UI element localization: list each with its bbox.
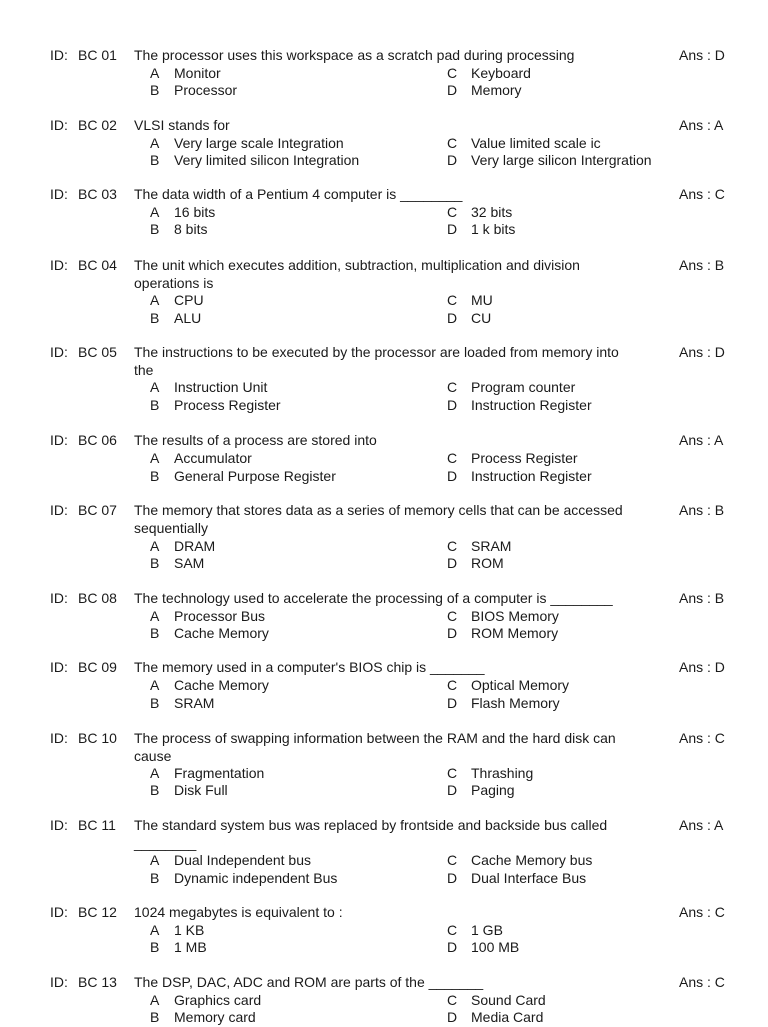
- option-text: 16 bits: [174, 203, 216, 220]
- option-d: [447, 695, 560, 713]
- option-letter: B: [150, 152, 160, 168]
- id-label: ID:: [50, 344, 68, 360]
- answer-label: Ans : C: [679, 904, 725, 920]
- option-c: [447, 538, 511, 556]
- option-text: CU: [471, 309, 492, 326]
- option-c: [447, 608, 559, 626]
- option-letter: C: [447, 607, 458, 624]
- answer-label: Ans : C: [679, 730, 725, 746]
- option-d: [447, 152, 652, 170]
- option-a: [150, 765, 264, 783]
- option-d: [447, 782, 515, 800]
- option-letter: D: [447, 82, 458, 98]
- option-letter: A: [150, 991, 160, 1008]
- answer-label: Ans : C: [679, 974, 725, 990]
- option-letter: A: [150, 677, 160, 693]
- option-letter: B: [150, 309, 160, 326]
- option-letter: C: [447, 449, 458, 466]
- option-a: [150, 204, 215, 222]
- option-text: Dynamic independent Bus: [174, 870, 338, 886]
- option-text: 1 k bits: [471, 221, 516, 237]
- id-label: ID:: [50, 186, 68, 202]
- id-label: ID:: [50, 502, 68, 518]
- option-letter: A: [150, 449, 160, 466]
- question-text: The standard system bus was replaced by frontside and backside bus called ________: [134, 817, 608, 851]
- option-c: [447, 450, 578, 468]
- option-text: Processor Bus: [174, 607, 266, 624]
- option-letter: C: [447, 292, 458, 308]
- option-letter: A: [150, 292, 160, 308]
- option-text: Value limited scale ic: [471, 134, 601, 151]
- option-text: SRAM: [174, 694, 215, 711]
- option-b: [150, 555, 204, 573]
- question-text: The results of a process are stored into: [134, 432, 377, 448]
- option-letter: A: [150, 203, 160, 220]
- option-a: [150, 65, 221, 83]
- option-c: [447, 135, 601, 153]
- option-letter: C: [447, 134, 458, 151]
- option-c: [447, 292, 493, 310]
- option-a: [150, 379, 267, 397]
- option-text: Instruction Register: [471, 467, 592, 484]
- option-letter: D: [447, 309, 458, 326]
- option-text: Instruction Unit: [174, 379, 268, 395]
- option-text: 1 KB: [174, 921, 205, 938]
- id-label: ID:: [50, 659, 68, 675]
- id-label: ID:: [50, 257, 68, 273]
- option-b: [150, 782, 228, 800]
- option-letter: B: [150, 555, 160, 571]
- option-d: [447, 221, 515, 239]
- option-letter: C: [447, 921, 458, 938]
- option-text: DRAM: [174, 537, 216, 554]
- option-b: [150, 468, 336, 486]
- option-text: ALU: [174, 309, 202, 326]
- option-letter: A: [150, 64, 160, 81]
- answer-label: Ans : B: [679, 502, 725, 518]
- option-text: Memory: [471, 82, 522, 98]
- option-letter: A: [150, 607, 160, 624]
- question-id: BC 08: [78, 590, 117, 606]
- option-b: [150, 82, 237, 100]
- option-text: Very large scale Integration: [174, 134, 344, 151]
- answer-label: Ans : C: [679, 186, 725, 202]
- question-text: The processor uses this workspace as a scratch pad during processing: [134, 47, 575, 63]
- option-letter: B: [150, 221, 160, 237]
- question-id: BC 03: [78, 186, 117, 202]
- option-letter: D: [447, 625, 458, 641]
- option-text: Optical Memory: [471, 677, 570, 693]
- option-c: [447, 992, 546, 1010]
- option-c: [447, 765, 533, 783]
- option-text: Thrashing: [471, 765, 534, 781]
- question-text: The technology used to accelerate the processing of a computer is ________: [134, 590, 613, 606]
- option-letter: B: [150, 467, 160, 484]
- option-text: CPU: [174, 292, 204, 308]
- option-letter: D: [447, 694, 458, 711]
- answer-label: Ans : A: [679, 117, 724, 133]
- option-letter: A: [150, 765, 160, 781]
- question-text: The memory used in a computer's BIOS chip is _______: [134, 659, 485, 675]
- answer-label: Ans : D: [679, 344, 725, 360]
- option-b: [150, 397, 281, 415]
- question-id: BC 12: [78, 904, 117, 920]
- option-text: Processor: [174, 82, 238, 98]
- option-text: Paging: [471, 782, 515, 798]
- option-letter: B: [150, 782, 160, 798]
- option-letter: D: [447, 939, 458, 955]
- question-text: The instructions to be executed by the processor are loaded from memory into the: [134, 344, 619, 378]
- option-c: [447, 852, 592, 870]
- question-id: BC 02: [78, 117, 117, 133]
- option-b: [150, 870, 337, 888]
- option-text: ROM Memory: [471, 625, 559, 641]
- option-text: SAM: [174, 555, 205, 571]
- question-text: The data width of a Pentium 4 computer is ________: [134, 186, 463, 202]
- option-text: Media Card: [471, 1009, 544, 1025]
- question-id: BC 10: [78, 730, 117, 746]
- option-a: [150, 992, 261, 1010]
- option-letter: C: [447, 537, 458, 554]
- option-a: [150, 538, 215, 556]
- question-text: The process of swapping information between the RAM and the hard disk can cause: [134, 730, 616, 764]
- option-letter: D: [447, 396, 458, 413]
- option-text: Cache Memory: [174, 625, 269, 641]
- id-label: ID:: [50, 974, 68, 990]
- option-letter: B: [150, 939, 160, 955]
- option-d: [447, 397, 592, 415]
- option-d: [447, 870, 586, 888]
- option-d: [447, 625, 558, 643]
- question-text: VLSI stands for: [134, 117, 230, 133]
- option-letter: D: [447, 221, 458, 237]
- option-letter: C: [447, 379, 458, 395]
- question-text: The unit which executes addition, subtraction, multiplication and division operations is: [134, 257, 580, 291]
- option-text: General Purpose Register: [174, 467, 336, 484]
- option-letter: B: [150, 694, 160, 711]
- option-letter: D: [447, 555, 458, 571]
- answer-label: Ans : A: [679, 817, 724, 833]
- option-text: Program counter: [471, 379, 576, 395]
- option-letter: D: [447, 467, 458, 484]
- option-letter: B: [150, 396, 160, 413]
- option-text: Fragmentation: [174, 765, 265, 781]
- option-text: Sound Card: [471, 991, 546, 1008]
- option-text: Very large silicon Intergration: [471, 152, 652, 168]
- id-label: ID:: [50, 117, 68, 133]
- option-text: 8 bits: [174, 221, 208, 237]
- option-letter: D: [447, 870, 458, 886]
- option-d: [447, 555, 504, 573]
- question-id: BC 11: [78, 817, 116, 833]
- option-text: Process Register: [471, 449, 578, 466]
- answer-label: Ans : B: [679, 590, 725, 606]
- question-id: BC 07: [78, 502, 117, 518]
- option-text: Cache Memory bus: [471, 852, 593, 868]
- option-b: [150, 152, 359, 170]
- option-text: ROM: [471, 555, 504, 571]
- option-letter: B: [150, 625, 160, 641]
- option-text: BIOS Memory: [471, 607, 559, 624]
- option-letter: A: [150, 379, 160, 395]
- id-label: ID:: [50, 47, 68, 63]
- question-text: The memory that stores data as a series of memory cells that can be accessed sequentially: [134, 502, 623, 536]
- question-id: BC 06: [78, 432, 117, 448]
- option-a: [150, 450, 252, 468]
- option-letter: C: [447, 852, 458, 868]
- option-letter: A: [150, 921, 160, 938]
- question-id: BC 05: [78, 344, 117, 360]
- option-letter: D: [447, 152, 458, 168]
- option-a: [150, 852, 311, 870]
- option-letter: C: [447, 64, 458, 81]
- option-letter: C: [447, 677, 458, 693]
- option-letter: D: [447, 1009, 458, 1025]
- option-text: Flash Memory: [471, 694, 560, 711]
- option-d: [447, 939, 519, 957]
- option-text: Dual Interface Bus: [471, 870, 587, 886]
- option-b: [150, 695, 214, 713]
- option-c: [447, 379, 575, 397]
- id-label: ID:: [50, 730, 68, 746]
- option-text: Accumulator: [174, 449, 252, 466]
- id-label: ID:: [50, 432, 68, 448]
- question-id: BC 01: [78, 47, 117, 63]
- option-letter: D: [447, 782, 458, 798]
- option-text: Monitor: [174, 64, 221, 81]
- option-b: [150, 221, 207, 239]
- option-text: 32 bits: [471, 203, 513, 220]
- option-text: 1 MB: [174, 939, 207, 955]
- option-d: [447, 82, 522, 100]
- option-letter: A: [150, 537, 160, 554]
- option-b: [150, 939, 207, 957]
- option-letter: A: [150, 134, 160, 151]
- option-text: Very limited silicon Integration: [174, 152, 360, 168]
- option-text: Keyboard: [471, 64, 531, 81]
- option-letter: A: [150, 852, 160, 868]
- option-letter: C: [447, 765, 458, 781]
- option-text: Graphics card: [174, 991, 262, 1008]
- option-d: [447, 468, 592, 486]
- option-text: Process Register: [174, 396, 281, 413]
- option-a: [150, 292, 204, 310]
- id-label: ID:: [50, 904, 68, 920]
- option-b: [150, 310, 201, 328]
- option-text: Instruction Register: [471, 396, 592, 413]
- question-id: BC 13: [78, 974, 117, 990]
- option-c: [447, 204, 512, 222]
- option-letter: B: [150, 82, 160, 98]
- option-b: [150, 625, 269, 643]
- option-text: Memory card: [174, 1009, 256, 1025]
- answer-label: Ans : D: [679, 659, 725, 675]
- option-text: MU: [471, 292, 493, 308]
- option-a: [150, 608, 265, 626]
- answer-label: Ans : B: [679, 257, 725, 273]
- option-text: SRAM: [471, 537, 512, 554]
- question-text: 1024 megabytes is equivalent to :: [134, 904, 343, 920]
- id-label: ID:: [50, 817, 68, 833]
- option-c: [447, 922, 503, 940]
- question-id: BC 04: [78, 257, 117, 273]
- option-a: [150, 922, 204, 940]
- question-text: The DSP, DAC, ADC and ROM are parts of the _______: [134, 974, 484, 990]
- option-text: Dual Independent bus: [174, 852, 311, 868]
- answer-label: Ans : D: [679, 47, 725, 63]
- option-text: Disk Full: [174, 782, 228, 798]
- option-c: [447, 677, 569, 695]
- option-a: [150, 677, 269, 695]
- option-letter: B: [150, 1009, 160, 1025]
- option-a: [150, 135, 344, 153]
- option-text: Cache Memory: [174, 677, 269, 693]
- option-text: 100 MB: [471, 939, 520, 955]
- option-letter: C: [447, 991, 458, 1008]
- question-id: BC 09: [78, 659, 117, 675]
- option-d: [447, 310, 491, 328]
- option-letter: B: [150, 870, 160, 886]
- option-c: [447, 65, 531, 83]
- answer-label: Ans : A: [679, 432, 724, 448]
- option-text: 1 GB: [471, 921, 503, 938]
- option-letter: C: [447, 203, 458, 220]
- id-label: ID:: [50, 590, 68, 606]
